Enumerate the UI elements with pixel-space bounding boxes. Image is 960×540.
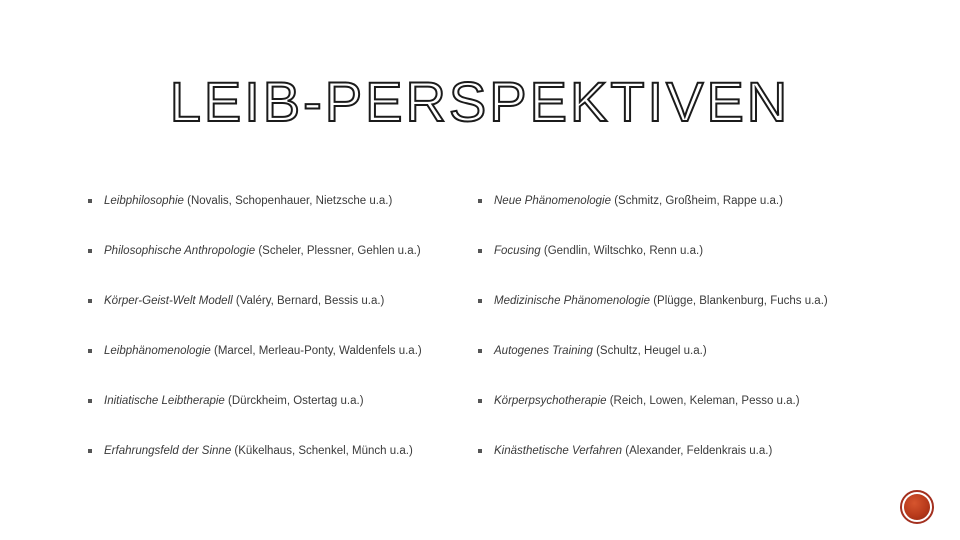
item-detail: (Alexander, Feldenkrais u.a.) — [625, 445, 773, 457]
item-term: Initiatische Leibtherapie — [104, 395, 225, 407]
list-item — [478, 290, 898, 340]
bullet-icon — [478, 349, 482, 353]
bullet-icon — [88, 199, 92, 203]
item-detail: (Valéry, Bernard, Bessis u.a.) — [235, 295, 385, 307]
item-term: Kinästhetische Verfahren — [494, 445, 623, 457]
list-item — [478, 340, 898, 390]
list-item — [478, 390, 898, 440]
item-term: Leibphänomenologie — [104, 345, 211, 357]
item-term: Focusing — [494, 245, 541, 257]
slide-title: LEIB-PERSPEKTIVEN — [169, 70, 791, 133]
list-item — [88, 190, 468, 240]
item-term: Autogenes Training — [494, 345, 593, 357]
bullet-icon — [88, 249, 92, 253]
item-term: Neue Phänomenologie — [494, 195, 612, 207]
item-term: Philosophische Anthropologie — [104, 245, 256, 257]
item-detail: (Reich, Lowen, Keleman, Pesso u.a.) — [609, 395, 800, 407]
list-item — [478, 190, 898, 240]
item-term: Körperpsychotherapie — [494, 395, 607, 407]
item-term: Leibphilosophie — [104, 195, 184, 207]
bullet-icon — [478, 249, 482, 253]
list-item — [478, 240, 898, 290]
item-detail: (Kükelhaus, Schenkel, Münch u.a.) — [234, 445, 413, 457]
item-detail: (Plügge, Blankenburg, Fuchs u.a.) — [653, 295, 828, 307]
title-area — [0, 70, 960, 134]
item-detail: (Dürckheim, Ostertag u.a.) — [228, 395, 364, 407]
bullet-icon — [478, 399, 482, 403]
item-detail: (Scheler, Plessner, Gehlen u.a.) — [258, 245, 421, 257]
list-item — [88, 440, 468, 490]
bullet-icon — [478, 199, 482, 203]
list-item — [88, 340, 468, 390]
list-item — [88, 240, 468, 290]
list-item — [478, 440, 898, 490]
bullet-icon — [88, 349, 92, 353]
circular-emblem-icon — [900, 490, 934, 524]
item-detail: (Schmitz, Großheim, Rappe u.a.) — [614, 195, 783, 207]
item-detail: (Novalis, Schopenhauer, Nietzsche u.a.) — [187, 195, 393, 207]
item-term: Körper-Geist-Welt Modell — [104, 295, 233, 307]
bullet-icon — [88, 299, 92, 303]
item-detail: (Gendlin, Wiltschko, Renn u.a.) — [543, 245, 704, 257]
list-item — [88, 290, 468, 340]
bullet-icon — [478, 299, 482, 303]
left-column — [88, 190, 468, 490]
bullet-icon — [88, 449, 92, 453]
bullet-icon — [88, 399, 92, 403]
list-item — [88, 390, 468, 440]
item-detail: (Marcel, Merleau-Ponty, Waldenfels u.a.) — [214, 345, 422, 357]
item-detail: (Schultz, Heugel u.a.) — [596, 345, 707, 357]
item-term: Erfahrungsfeld der Sinne — [104, 445, 232, 457]
item-term: Medizinische Phänomenologie — [494, 295, 650, 307]
bullet-icon — [478, 449, 482, 453]
emblem-fill — [904, 494, 930, 520]
right-column — [478, 190, 898, 490]
